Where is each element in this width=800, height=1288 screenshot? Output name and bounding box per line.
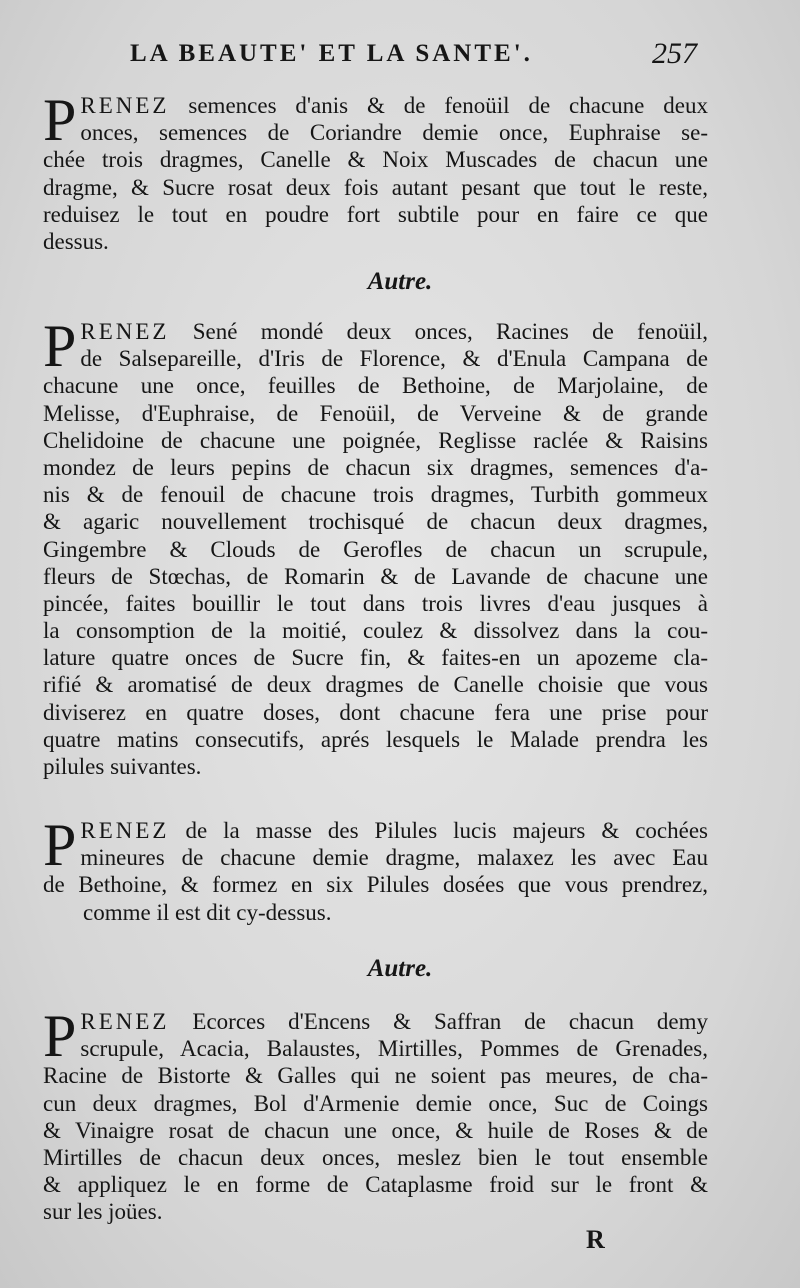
text-line: semences d'anis & de fenoüil de chacune deux xyxy=(188,93,708,118)
text-line: chacune une once, feuilles de Bethoine, de Marjolaine, de xyxy=(43,373,708,399)
drop-cap: P xyxy=(43,1003,77,1069)
drop-cap: P xyxy=(43,812,77,878)
text-line: nis & de fenouil de chacune trois dragmes, Turbith gommeux xyxy=(43,482,708,508)
page-number: 257 xyxy=(652,37,697,70)
page-header xyxy=(0,37,800,80)
text-line: & appliquez le en forme de Cataplasme froid sur le front & xyxy=(43,1172,708,1198)
text-line: mondez de leurs pepins de chacun six dragmes, semences d'a- xyxy=(43,454,708,480)
text-line: Melisse, d'Euphraise, de Fenoüil, de Verveine & de grande xyxy=(43,400,708,426)
opening-word: RENEZ xyxy=(80,319,170,344)
paragraph-pills xyxy=(43,812,709,926)
opening-word: RENEZ xyxy=(80,93,170,118)
opening-word: RENEZ xyxy=(80,1009,170,1034)
text-line: chée trois dragmes, Canelle & Noix Muscades de chacun une xyxy=(43,147,708,173)
opening-word: RENEZ xyxy=(80,818,170,843)
text-line: Ecorces d'Encens & Saffran de chacun demy xyxy=(192,1009,708,1034)
text-line: fleurs de Stœchas, de Romarin & de Lavande de chacune une xyxy=(43,563,708,589)
paragraph-recipe-1 xyxy=(43,87,708,255)
text-line: de Bethoine, & formez en six Pilules dosées que vous prendrez, xyxy=(43,872,708,898)
text-line: Chelidoine de chacune une poignée, Reglisse raclée & Raisins xyxy=(43,427,708,453)
text-line: la consomption de la moitié, coulez & dissolvez dans la cou- xyxy=(43,618,708,644)
text-line: Mirtilles de chacun deux onces, meslez bien le tout ensemble xyxy=(43,1144,708,1170)
text-line: sur les joües. xyxy=(43,1199,163,1225)
text-line: comme il est dit cy-dessus. xyxy=(83,899,332,925)
text-line: cun deux dragmes, Bol d'Armenie demie once, Suc de Coings xyxy=(43,1090,708,1116)
text-line: pilules suivantes. xyxy=(43,754,202,779)
text-line: de Salsepareille, d'Iris de Florence, & d'Enula Campana de xyxy=(80,346,708,372)
text-line: onces, semences de Coriandre demie once, Euphraise se- xyxy=(80,120,708,146)
section-heading: Autre. xyxy=(367,268,433,295)
text-line: scrupule, Acacia, Balaustes, Mirtilles, Pommes de Grenades, xyxy=(80,1036,708,1062)
section-heading: Autre. xyxy=(367,955,433,982)
text-line: diviserez en quatre doses, dont chacune fera une prise pour xyxy=(43,699,708,725)
paragraph-cataplasm xyxy=(43,1003,708,1226)
text-line: lature quatre onces de Sucre fin, & faites-en un apozeme cla- xyxy=(43,645,708,671)
text-line: Sené mondé deux onces, Racines de fenoüil, xyxy=(192,319,708,344)
signature-mark: R xyxy=(586,1225,605,1254)
drop-cap: P xyxy=(43,87,77,153)
running-title: LA BEAUTE' ET LA SANTE'. xyxy=(130,40,533,67)
paragraph-recipe-2 xyxy=(43,313,708,780)
text-line: Gingembre & Clouds de Gerofles de chacun un scrupule, xyxy=(43,536,708,562)
text-line: de la masse des Pilules lucis majeurs & cochées xyxy=(185,818,709,843)
text-line: rifié & aromatisé de deux dragmes de Canelle choisie que vous xyxy=(43,672,708,698)
text-line: quatre matins consecutifs, aprés lesquels le Malade prendra les xyxy=(43,726,708,752)
drop-cap: P xyxy=(43,313,77,379)
text-line: pincée, faites bouillir le tout dans trois livres d'eau jusques à xyxy=(43,590,708,616)
text-line: & Vinaigre rosat de chacun une once, & huile de Roses & de xyxy=(43,1117,708,1143)
text-line: Racine de Bistorte & Galles qui ne soient pas meures, de cha- xyxy=(43,1063,708,1089)
text-line: & agaric nouvellement trochisqué de chacun deux dragmes, xyxy=(43,509,708,535)
text-line: reduisez le tout en poudre fort subtile pour en faire ce que xyxy=(43,201,708,227)
text-line: dragme, & Sucre rosat deux fois autant pesant que tout le reste, xyxy=(43,174,708,200)
text-line: mineures de chacune demie dragme, malaxez les avec Eau xyxy=(80,845,708,871)
text-line: dessus. xyxy=(43,228,109,254)
